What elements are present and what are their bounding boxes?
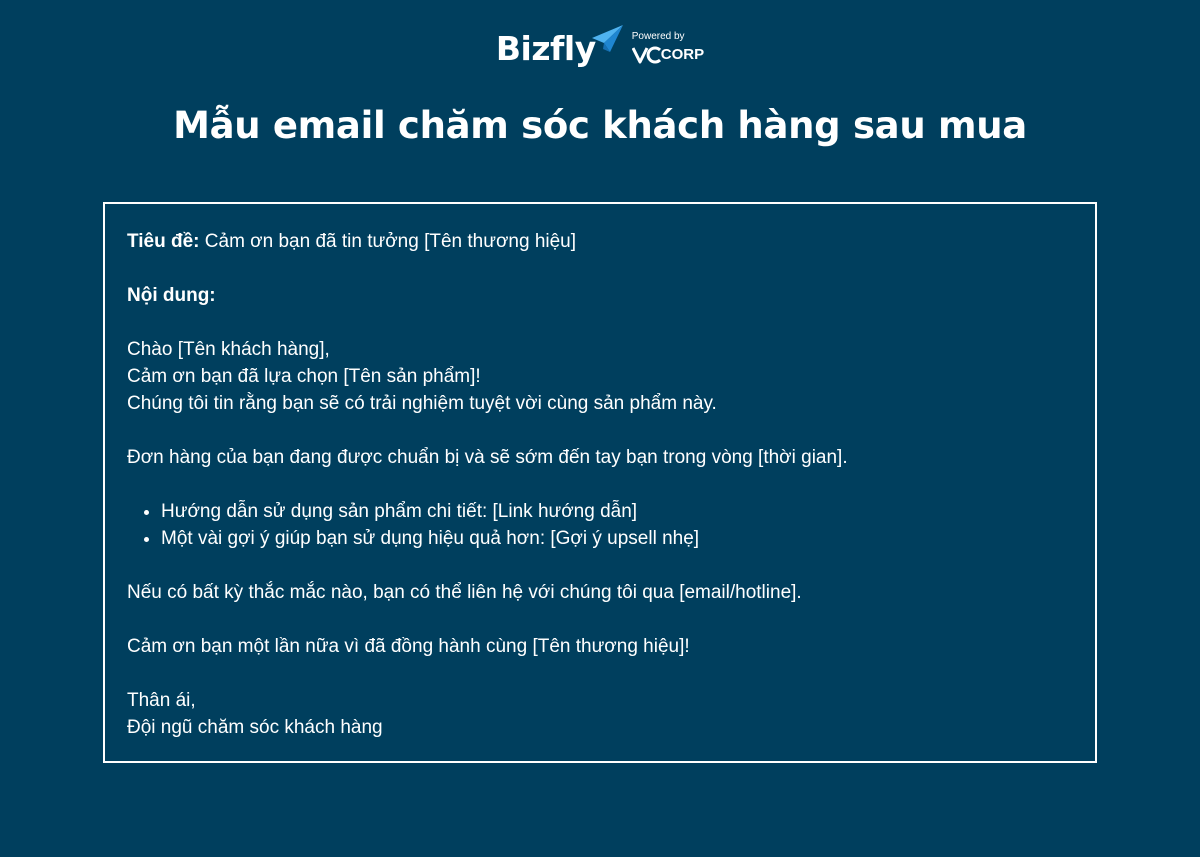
logo-bar — [0, 22, 1200, 74]
vccorp-logo — [632, 45, 704, 65]
list-item: • Hướng dẫn sử dụng sản phẩm chi tiết: [Link hướng dẫn] — [161, 498, 1073, 525]
email-template-box — [103, 202, 1097, 763]
order-status-line: Đơn hàng của bạn đang được chuẩn bị và sẽ sớm đến tay bạn trong vòng [thời gian]. — [127, 447, 848, 468]
vc-monogram-icon — [632, 45, 662, 65]
greeting-line: Chào [Tên khách hàng], — [127, 339, 330, 360]
page-title: Mẫu email chăm sóc khách hàng sau mua — [173, 104, 1027, 147]
closing-thanks-line: Cảm ơn bạn một lần nữa vì đã đồng hành cùng [Tên thương hiệu]! — [127, 636, 690, 657]
powered-by-block — [632, 32, 704, 65]
info-list — [127, 498, 1073, 552]
signature-line: Đội ngũ chăm sóc khách hàng — [127, 717, 383, 738]
vccorp-wordmark: CORP — [660, 46, 705, 63]
bizfly-wordmark: Bizfly — [495, 28, 596, 68]
subject-value: Cảm ơn bạn đã tin tưởng [Tên thương hiệu] — [204, 231, 577, 252]
subject-label: Tiêu đề: — [127, 231, 200, 252]
experience-line: Chúng tôi tin rằng bạn sẽ có trải nghiệm tuyệt vời cùng sản phẩm này. — [127, 393, 717, 414]
list-item: • Một vài gợi ý giúp bạn sử dụng hiệu quả hơn: [Gợi ý upsell nhẹ] — [161, 525, 1073, 552]
signoff-line: Thân ái, — [127, 690, 196, 711]
bizfly-logo — [495, 28, 624, 68]
subject-line — [127, 228, 1073, 255]
thanks-choice-line: Cảm ơn bạn đã lựa chọn [Tên sản phẩm]! — [127, 366, 481, 387]
content-label: Nội dung: — [127, 285, 216, 306]
contact-line: Nếu có bất kỳ thắc mắc nào, bạn có thể liên hệ với chúng tôi qua [email/hotline]. — [127, 582, 802, 603]
paper-plane-icon — [590, 24, 624, 54]
powered-by-text: Powered by — [631, 30, 685, 42]
